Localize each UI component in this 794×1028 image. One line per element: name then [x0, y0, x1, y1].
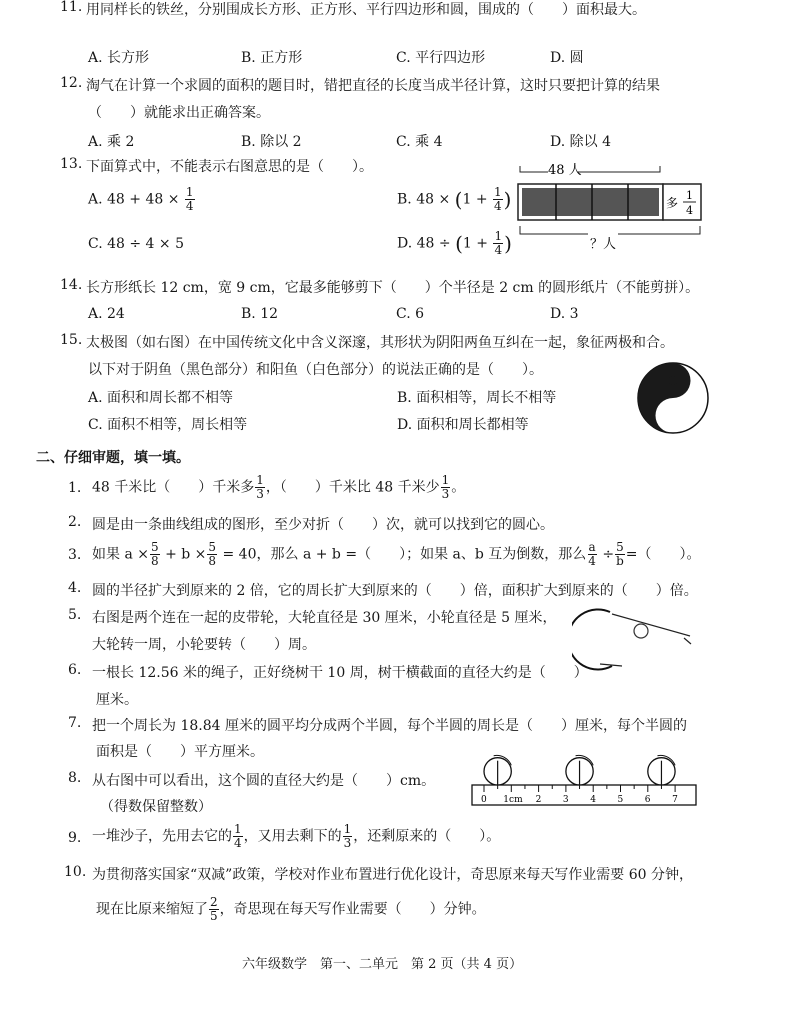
question-text: 现在比原来缩短了 $\frac{2}{5}$ ，奇思现在每天写作业需要（ ）分钟。 — [96, 895, 486, 923]
question-text: 大轮转一周，小轮要转（ ）周。 — [92, 637, 316, 653]
ruler-label: 1cm — [503, 795, 523, 805]
question-number: 4. — [68, 580, 82, 596]
option-a[interactable]: A. 面积和周长都不相等 — [88, 390, 234, 406]
ruler-label: 0 — [481, 795, 487, 805]
ruler-label: 2 — [535, 795, 542, 805]
question-text: 太极图（如右图）在中国传统文化中含义深邃，其形状为阴阳两鱼互纠在一起，象征两极和合。 — [86, 335, 674, 351]
question-text: 一堆沙子，先用去它的 $\frac{1}{4}$ ，又用去剩下的 $\frac{1}{3}$ ，还剩原来的（ ）。 — [92, 822, 501, 850]
diagram-more-label: 多 — [666, 196, 679, 210]
ruler-label: 7 — [672, 795, 678, 805]
question-text: 48 千米比（ ）千米多 $\frac{1}{3}$ ，（ ）千米比 48 千米少 $\frac{1}{3}$ 。 — [92, 473, 466, 501]
diagram-top-label: 48 人 — [548, 163, 582, 178]
question-text: （ ）就能求出正确答案。 — [88, 105, 270, 121]
question-text: 下面算式中，不能表示右图意思的是（ ）。 — [86, 159, 373, 175]
question-text: 把一个周长为 18.84 厘米的圆平均分成两个半圆，每个半圆的周长是（ ）厘米，每个半圆的 — [92, 718, 687, 734]
diagram-fraction-denominator: 4 — [686, 204, 693, 217]
question-number: 9. — [68, 830, 82, 846]
section-title: 二、仔细审题，填一填。 — [36, 450, 190, 466]
option-a[interactable]: A. 24 — [88, 306, 125, 322]
question-text: （得数保留整数） — [100, 799, 212, 815]
question-number: 8. — [68, 770, 82, 786]
fraction: $\frac{1}{4}$ — [494, 229, 503, 257]
question-text: 从右图中可以看出，这个圆的直径大约是（ ）cm。 — [92, 773, 436, 789]
question-number: 15. — [60, 332, 83, 348]
option-c[interactable]: C. 面积不相等，周长相等 — [88, 417, 248, 433]
question-text: 淘气在计算一个求圆的面积的题目时，错把直径的长度当成半径计算，这时只要把计算的结果 — [86, 78, 660, 94]
question-text: 厘米。 — [96, 692, 138, 708]
question-text: 圆是由一条曲线组成的图形，至少对折（ ）次，就可以找到它的圆心。 — [92, 517, 554, 533]
option-b[interactable]: B. 48 × (1 + $\frac{1}{4}$ ) — [397, 185, 512, 213]
option-b[interactable]: B. 除以 2 — [241, 134, 302, 150]
question-text: 如果 a × $\frac{5}{8}$ + b × $\frac{5}{8}$ = 40，那么 a + b =（ ）；如果 a、b 互为倒数，那么 $\frac{a}{4}$ ÷ $\frac{5}{b}$ =（ ）。 — [92, 540, 701, 568]
option-d[interactable]: D. 面积和周长都相等 — [397, 417, 529, 433]
shaded-bar — [522, 188, 659, 216]
question-number: 2. — [68, 514, 82, 530]
ruler-label: 5 — [617, 795, 624, 805]
option-a[interactable]: A. 乘 2 — [88, 134, 135, 150]
page-footer: 六年级数学 第一、二单元 第 2 页（共 4 页） — [242, 957, 523, 972]
ruler-label: 4 — [590, 795, 596, 805]
question-text: 为贯彻落实国家“双减”政策，学校对作业布置进行优化设计，奇思原来每天写作业需要 60 分钟， — [92, 867, 694, 883]
option-b[interactable]: B. 正方形 — [241, 50, 303, 66]
option-a[interactable]: A. 长方形 — [88, 50, 150, 66]
option-c[interactable]: C. 6 — [396, 306, 425, 322]
option-b[interactable]: B. 12 — [241, 306, 279, 322]
question-number: 1. — [68, 480, 82, 496]
fraction: $\frac{1}{4}$ — [494, 185, 502, 213]
question-text: 面积是（ ）平方厘米。 — [96, 744, 264, 760]
diagram-bottom-label: ？人 — [590, 237, 617, 252]
option-b[interactable]: B. 面积相等，周长不相等 — [397, 390, 557, 406]
taiji-diagram — [636, 361, 710, 435]
fraction: $\frac{1}{4}$ — [185, 185, 194, 213]
diagram-fraction-numerator: 1 — [686, 189, 693, 202]
question-text: 圆的半径扩大到原来的 2 倍，它的周长扩大到原来的（ ）倍，面积扩大到原来的（ ）倍。 — [92, 583, 698, 599]
question-text: 以下对于阴鱼（黑色部分）和阳鱼（白色部分）的说法正确的是（ ）。 — [88, 362, 543, 378]
question-number: 6. — [68, 662, 82, 678]
option-a-expression: A. 48 + 48 × — [88, 191, 180, 208]
option-d[interactable]: D. 48 ÷ (1 + $\frac{1}{4}$ ) — [397, 229, 512, 257]
question-number: 11. — [60, 0, 83, 15]
pulley-diagram — [572, 604, 702, 676]
question-text: 长方形纸长 12 cm，宽 9 cm，它最多能够剪下（ ）个半径是 2 cm 的圆形纸片（不能剪拼）。 — [86, 280, 700, 296]
ruler-label: 3 — [562, 795, 569, 805]
option-b-expression: B. 48 × — [397, 191, 451, 208]
option-c[interactable]: C. 乘 4 — [396, 134, 443, 150]
option-c[interactable]: C. 48 ÷ 4 × 5 — [88, 236, 185, 252]
question-number: 5. — [68, 607, 82, 623]
option-d[interactable]: D. 除以 4 — [550, 134, 611, 150]
segment-diagram — [508, 160, 708, 254]
ruler-diagram — [466, 745, 702, 807]
question-number: 12. — [60, 75, 83, 91]
ruler-label: 6 — [644, 795, 651, 805]
option-c[interactable]: C. 平行四边形 — [396, 50, 486, 66]
question-number: 7. — [68, 715, 82, 731]
question-number: 10. — [64, 864, 87, 880]
question-text: 用同样长的铁丝，分别围成长方形、正方形、平行四边形和圆，围成的（ ）面积最大。 — [86, 2, 646, 18]
option-d[interactable]: D. 3 — [550, 306, 579, 322]
option-d-expression: D. 48 ÷ — [397, 235, 451, 252]
question-number: 14. — [60, 277, 83, 293]
question-number: 13. — [60, 156, 83, 172]
question-text: 右图是两个连在一起的皮带轮，大轮直径是 30 厘米，小轮直径是 5 厘米， — [92, 610, 557, 626]
option-d[interactable]: D. 圆 — [550, 50, 584, 66]
question-number: 3. — [68, 547, 82, 563]
option-a[interactable] — [88, 186, 196, 213]
question-text: 一根长 12.56 米的绳子，正好绕树干 10 周，树干横截面的直径大约是（ ） — [92, 665, 588, 681]
